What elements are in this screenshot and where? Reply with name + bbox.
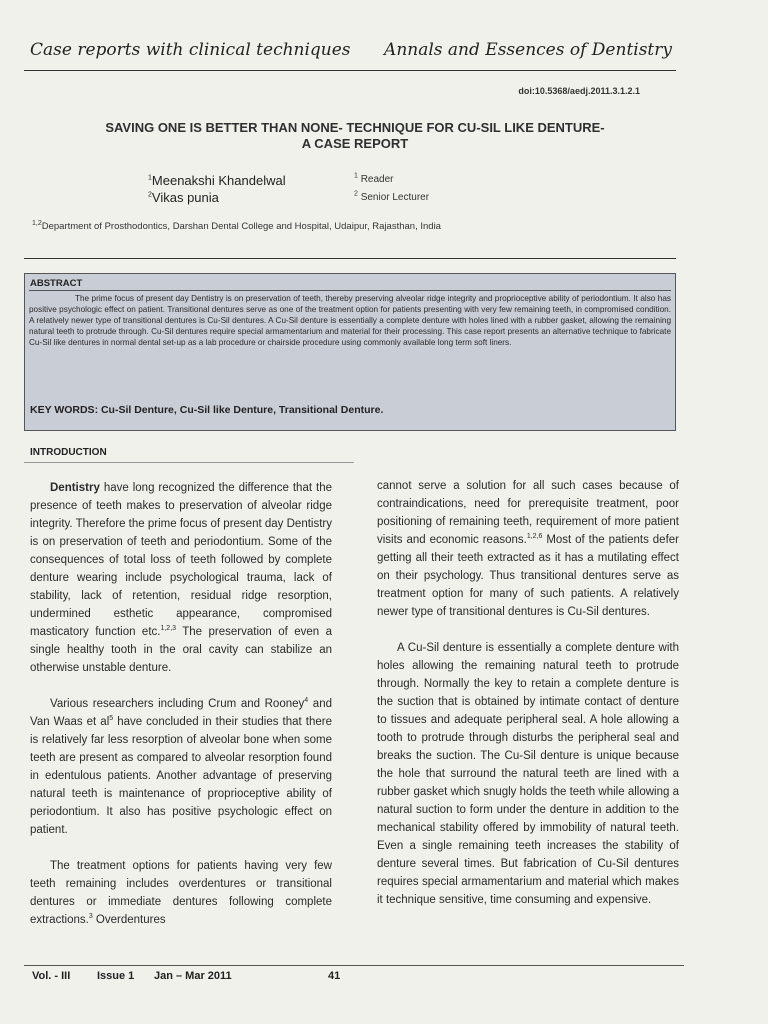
doi: doi:10.5368/aedj.2011.3.1.2.1 — [518, 86, 640, 96]
author-name: Meenakshi Khandelwal — [151, 173, 286, 188]
article-title — [30, 120, 680, 152]
paragraph: cannot serve a solution for all such cases because of contraindications, need for prerequisite treatment, poor positioning of remaining teeth, requirement of more patient visits and economic reasons.$^{1,2,6}$ Most of the patients defer getting all their teeth extracted as it has a mutilating effect on their psychology. Thus transitional dentures serve as treatment option for many of such patients. A relatively newer type of transitional dentures is Cu-Sil dentures. — [377, 480, 679, 618]
keywords: KEY WORDS: Cu-Sil Denture, Cu-Sil like Denture, Transitional Denture. — [30, 404, 384, 416]
running-head — [30, 40, 672, 68]
abstract-box — [24, 273, 676, 431]
paragraph: Various researchers including Crum and Rooney$^4$ and Van Waas et $al^5$ have concluded in their studies that there is relatively far less resorption of alveolar bone when some teeth are present as compared to alveolar resorption found in edentulous patients. Another advantage of preserving natural teeth is maintenance of proprioceptive ability of periodontium. It also has positive psychologic effect on patient. — [30, 697, 332, 836]
author: $^1$Meenakshi Khandelwal — [148, 173, 286, 188]
paragraph: The treatment options for patients having very few teeth remaining includes overdentures or transitional dentures or immediate dentures following complete extractions.$^3$ Overdentures — [30, 860, 332, 926]
page-footer — [32, 970, 352, 986]
author-name: Vikas punia — [151, 190, 219, 205]
section-heading-introduction: INTRODUCTION — [30, 447, 107, 458]
abstract-heading: ABSTRACT — [30, 278, 83, 289]
journal-running-title: Annals and Essences of Dentistry — [384, 40, 672, 60]
author-roles — [354, 171, 429, 207]
section-running-title: Case reports with clinical techniques — [30, 40, 351, 60]
right-column — [377, 477, 679, 909]
author-list — [148, 172, 286, 206]
left-column — [30, 479, 332, 929]
abstract-text: The prime focus of present day Dentistry is on preservation of teeth, thereby preserving alveolar ridge integrity and proprioceptive ability of periodontium. It also has positive psychologic effect on patient. Transitional dentures serve as one of the treatment option for patients presenting with very few remaining teeth, in compromised condition. A relatively newer type of transitional dentures is Cu-Sil dentures. A Cu-Sil denture is essentially a complete denture with holes lined with a rubber gasket, allowing the remaining natural teeth to protrude through. Cu-Sil dentures require special armamentarium and material for their processing. This case report presents an alternative technique to fabricate Cu-Sil like dentures in normal dental set-up as a lab procedure or chairside procedure using commonly available long term soft liners. — [29, 294, 671, 347]
abstract-top-rule — [24, 258, 676, 259]
footer-volume: Vol. - III — [32, 970, 71, 982]
page-number: 41 — [328, 970, 341, 982]
paragraph: Dentistry have long recognized the difference that the presence of teeth makes to preservation of alveolar ridge integrity. Therefore the prime focus of present day Dentistry is on preservation of teeth and periodontium. Some of the consequences of total loss of teeth followed by complete denture wearing include psychological trauma, lack of stability, lack of retention, residual ridge resorption, undermined esthetic appearance, compromised masticatory function etc.$^{1,2,3}$ The preservation of even a single healthy tooth in the oral cavity can stabilize an otherwise unstable denture. — [30, 482, 332, 674]
footer-date: Jan – Mar 2011 — [154, 970, 232, 982]
abstract-heading-rule — [29, 290, 671, 291]
affiliation: $^{1,2}$Department of Prosthodontics, Darshan Dental College and Hospital, Udaipur, Rajasthan, India — [32, 219, 441, 232]
title-line-1: SAVING ONE IS BETTER THAN NONE- TECHNIQUE FOR CU-SIL LIKE DENTURE- — [105, 120, 605, 135]
footer-issue: Issue 1 — [97, 970, 135, 982]
header-rule — [24, 70, 676, 71]
section-rule — [24, 462, 354, 463]
author-role: $^2$ Senior Lecturer — [354, 190, 430, 203]
paragraph: A Cu-Sil denture is essentially a complete denture with holes allowing the remaining natural teeth to protrude through. Normally the key to retain a complete denture is the suction that is obtained by intimate contact of denture to tissues and adequate peripheral seal. A hole allowing a tooth to protrude through disturbs the peripheral seal and breaks the suction. The Cu-Sil denture is unique because the hole that surround the natural teeth are lined with a rubber gasket which snugly holds the teeth while allowing a natural suction to form under the denture in addition to the mechanical stability offered by immobility of natural teeth. Even a single remaining teeth increases the stability of denture several times. But fabrication of Cu-Sil dentures requires special armamentarium and material which makes it technique sensitive, time consuming and expensive. — [377, 642, 679, 906]
author-role: $^1$ Reader — [354, 172, 394, 185]
title-line-2: A CASE REPORT — [301, 136, 409, 151]
author: $^2$Vikas punia — [148, 190, 219, 205]
footer-rule — [24, 965, 684, 966]
